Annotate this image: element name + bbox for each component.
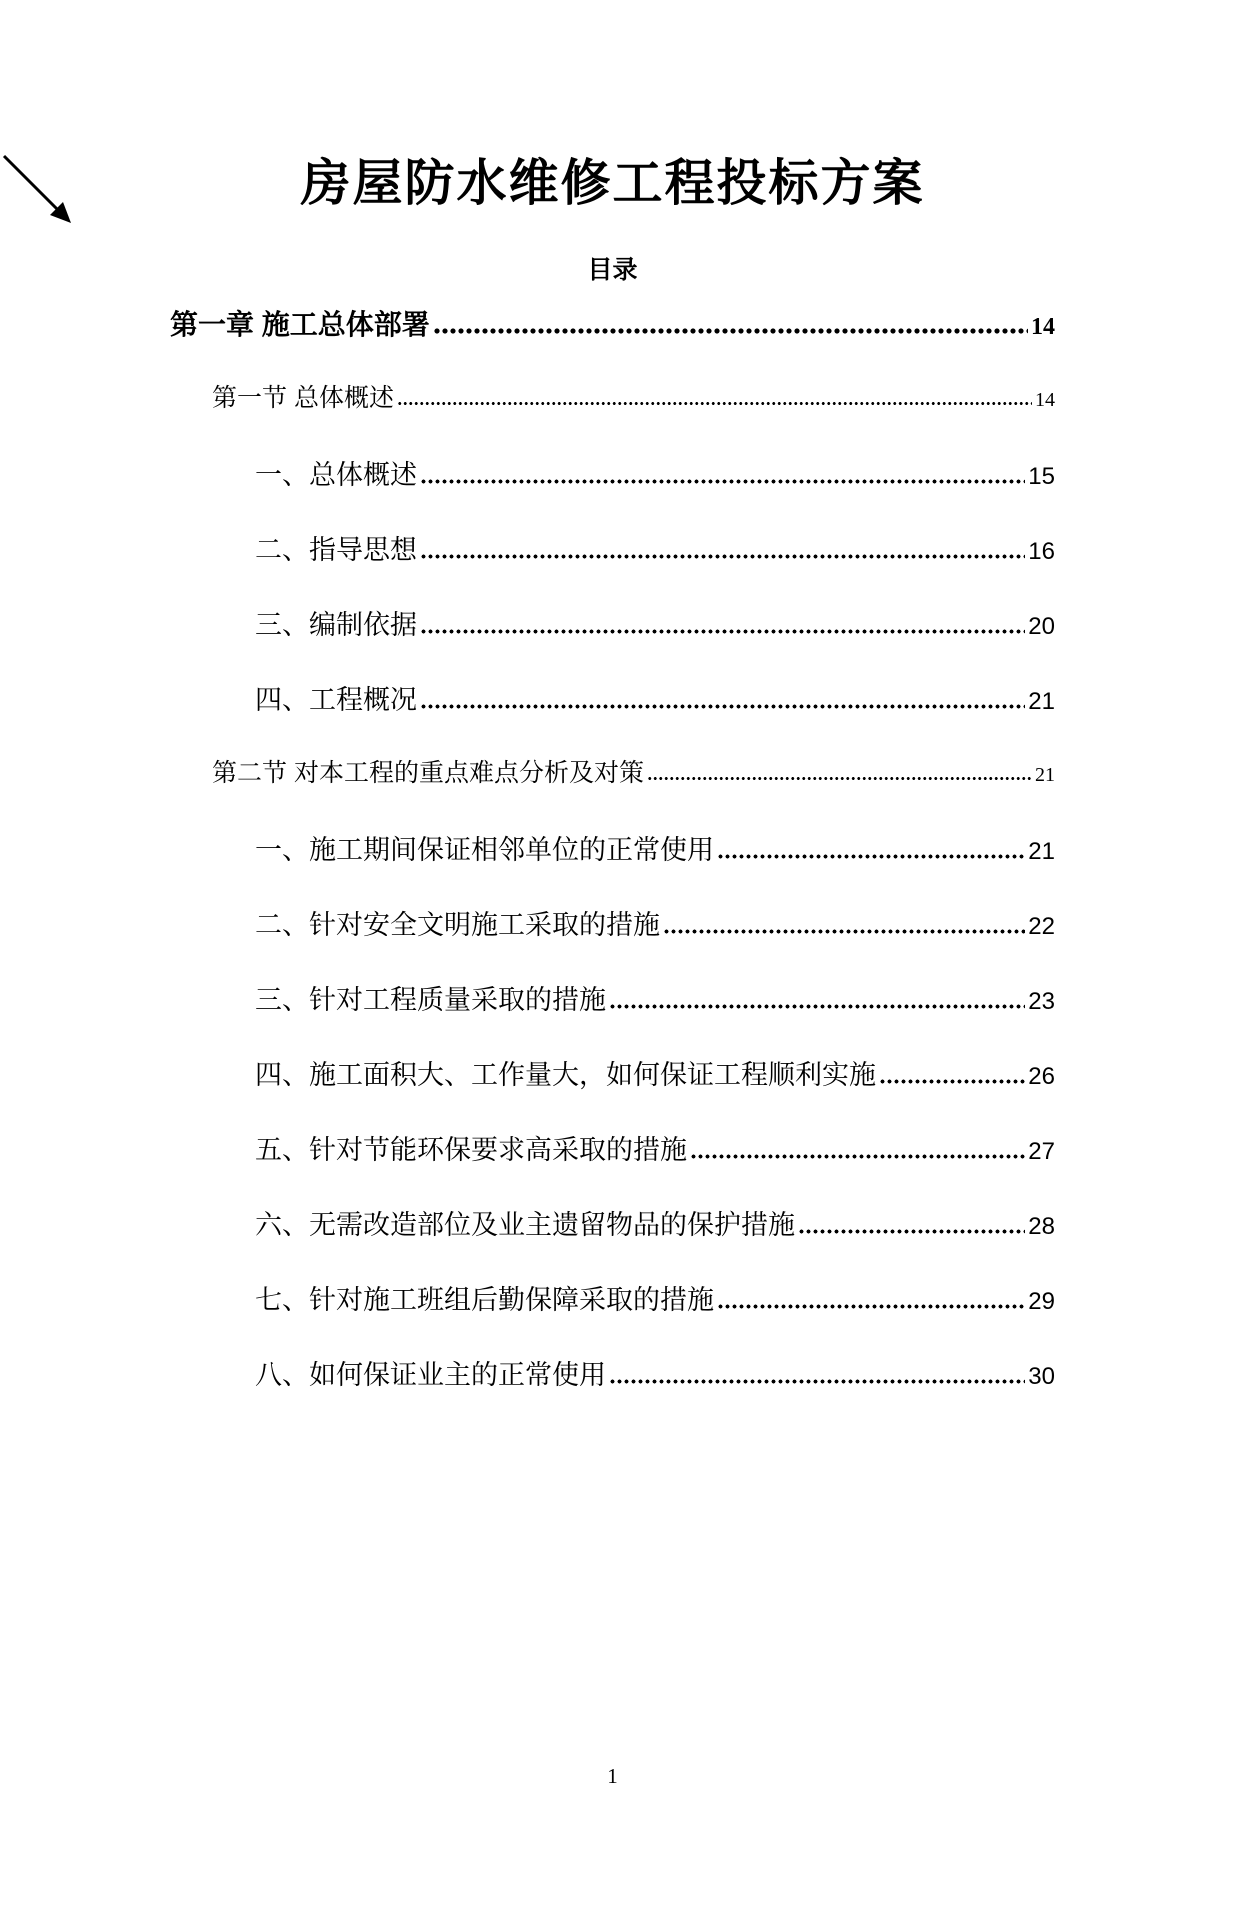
dot-leader	[420, 479, 1025, 484]
toc-entry-page-number: 27	[1028, 1137, 1055, 1165]
dot-leader	[420, 629, 1025, 634]
toc-entry	[170, 1203, 1055, 1278]
toc-entry	[170, 753, 1055, 828]
toc-entry	[170, 453, 1055, 528]
toc-entry-label: 八、如何保证业主的正常使用	[255, 1359, 606, 1390]
document-title: 房屋防水维修工程投标方案	[300, 155, 925, 211]
toc-entry	[170, 378, 1055, 453]
toc-entry	[170, 1053, 1055, 1128]
toc-entry-page-number: 16	[1028, 537, 1055, 565]
toc-entry-label: 三、针对工程质量采取的措施	[255, 984, 606, 1015]
toc-entry-page-number: 26	[1028, 1062, 1055, 1090]
toc-entry	[170, 1128, 1055, 1203]
dot-leader	[798, 1229, 1025, 1234]
dot-leader	[647, 776, 1032, 781]
toc-entry-label: 一、总体概述	[255, 459, 417, 490]
toc-entry-label: 第二节 对本工程的重点难点分析及对策	[212, 758, 644, 787]
dot-leader	[690, 1154, 1025, 1159]
toc-entry-label: 第一节 总体概述	[212, 383, 394, 412]
toc-entry-label: 四、施工面积大、工作量大，如何保证工程顺利实施	[255, 1059, 876, 1090]
toc-entry	[170, 828, 1055, 903]
toc-entry	[170, 303, 1055, 378]
dot-leader	[609, 1379, 1025, 1384]
dot-leader	[609, 1004, 1025, 1009]
table-of-contents	[170, 303, 1055, 1428]
toc-entry-page-number: 20	[1028, 612, 1055, 640]
toc-entry-page-number: 15	[1028, 462, 1055, 490]
toc-entry	[170, 1278, 1055, 1353]
dot-leader	[420, 704, 1025, 709]
dot-leader	[717, 854, 1025, 859]
toc-entry-page-number: 21	[1028, 687, 1055, 715]
toc-entry	[170, 603, 1055, 678]
toc-entry	[170, 1353, 1055, 1428]
toc-entry-label: 二、指导思想	[255, 534, 417, 565]
footer-page-number: 1	[607, 1764, 618, 1788]
toc-entry-page-number: 28	[1028, 1212, 1055, 1240]
toc-entry	[170, 678, 1055, 753]
dot-leader	[879, 1079, 1025, 1084]
dot-leader	[717, 1304, 1025, 1309]
toc-entry-page-number: 14	[1035, 388, 1055, 411]
toc-entry-label: 第一章 施工总体部署	[170, 308, 430, 340]
toc-entry-label: 四、工程概况	[255, 684, 417, 715]
toc-entry-label: 七、针对施工班组后勤保障采取的措施	[255, 1284, 714, 1315]
diagonal-arrow-down-right-icon	[0, 152, 85, 237]
toc-entry-label: 五、针对节能环保要求高采取的措施	[255, 1134, 687, 1165]
toc-entry-label: 二、针对安全文明施工采取的措施	[255, 909, 660, 940]
toc-entry	[170, 528, 1055, 603]
toc-entry-page-number: 21	[1028, 837, 1055, 865]
toc-entry-page-number: 22	[1028, 912, 1055, 940]
toc-entry-page-number: 29	[1028, 1287, 1055, 1315]
dot-leader	[397, 401, 1032, 406]
dot-leader	[433, 327, 1028, 334]
dot-leader	[663, 929, 1025, 934]
toc-entry-page-number: 21	[1035, 763, 1055, 786]
toc-entry-label: 一、施工期间保证相邻单位的正常使用	[255, 834, 714, 865]
dot-leader	[420, 554, 1025, 559]
toc-entry	[170, 903, 1055, 978]
toc-entry-page-number: 14	[1031, 313, 1055, 340]
toc-entry-label: 六、无需改造部位及业主遗留物品的保护措施	[255, 1209, 795, 1240]
toc-entry-label: 三、编制依据	[255, 609, 417, 640]
toc-entry-page-number: 30	[1028, 1362, 1055, 1390]
toc-heading: 目录	[587, 255, 638, 284]
toc-entry-page-number: 23	[1028, 987, 1055, 1015]
toc-entry	[170, 978, 1055, 1053]
